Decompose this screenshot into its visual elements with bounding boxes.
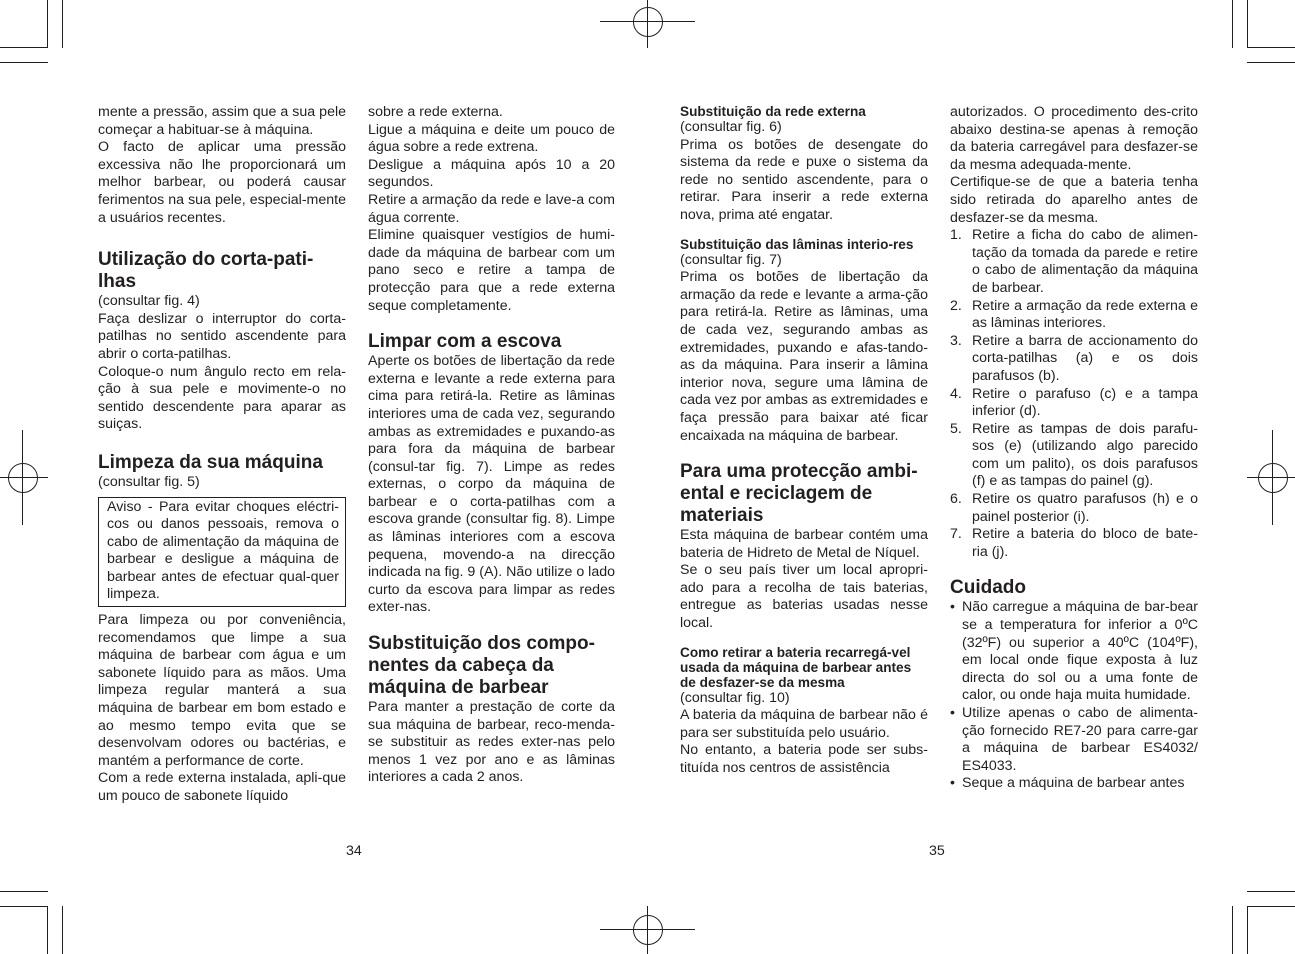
bullet-item bbox=[950, 775, 1198, 793]
list-item bbox=[950, 491, 1198, 526]
figure-reference: (consultar fig. 4) bbox=[98, 293, 200, 310]
section-heading-caution: Cuidado bbox=[950, 577, 1026, 599]
list-item bbox=[950, 227, 1198, 297]
bullet-item bbox=[950, 705, 1198, 775]
paragraph: Se o seu país tiver um local apropri-ado para a recolha de tais baterias, entregue as baterias usadas nesse local. bbox=[680, 562, 928, 632]
list-item-text: Retire o parafuso (c) e a tampa inferior (d). bbox=[972, 385, 1198, 420]
section-heading-environment: Para uma protecção ambi-ental e reciclagem de materiais bbox=[680, 461, 918, 527]
list-number: 7. bbox=[950, 526, 962, 543]
section-heading-replace-parts: Substituição dos compo-nentes da cabeça da máquina de barbear bbox=[368, 633, 595, 699]
paragraph: sobre a rede externa. bbox=[368, 104, 503, 120]
caution-list bbox=[950, 599, 1198, 793]
paragraph: Para limpeza ou por conveniência, recomendamos que limpe a sua máquina de barbear com água e um sabonete líquido para as mãos. Uma limpeza regular manterá a sua máquina de barbear em bom estado e ao mesmo tempo evita que se desenvolvam odores ou bactérias, e mantém a performance de corte. bbox=[98, 612, 346, 769]
left-page-column-2 bbox=[368, 104, 615, 787]
paragraph: Esta máquina de barbear contém uma bateria de Hidreto de Metal de Níquel. bbox=[680, 527, 928, 561]
paragraph: Prima os botões de libertação da armação da rede e levante a arma-ção para retirá-la. Retire as lâminas, uma de cada vez, segurando ambas as extremidades, puxando e afas-tando-as da máquina. Para inserir a lâmina interior nova, segure uma lâmina de cada vez por ambas as extremidades e faça pressão para baixar até ficar encaixada na máquina de barbear. bbox=[680, 269, 928, 444]
paragraph: Com a rede externa instalada, apli-que um pouco de sabonete líquido bbox=[98, 770, 346, 804]
paragraph: Elimine quaisquer vestígios de humi-dade da máquina de barbear com um pano seco e retire a tampa de protecção para que a rede externa seque completamente. bbox=[368, 227, 615, 314]
subheading-inner-blades: Substituição das lâminas interio-res bbox=[680, 236, 914, 252]
list-item-text: Retire a ficha do cabo de alimen-tação da tomada da parede e retire o cabo de alimentação da máquina de barbear. bbox=[972, 227, 1198, 296]
left-page-column-1 bbox=[98, 104, 346, 806]
paragraph: Certifique-se de que a bateria tenha sido retirada do aparelho antes de desfazer-se da mesma. bbox=[950, 174, 1198, 226]
list-item-text: Retire as tampas de dois parafu-sos (e) (utilizando algo parecido com um palito), os dois parafusos (f) e as tampas do painel (g). bbox=[972, 420, 1198, 490]
list-number: 6. bbox=[950, 491, 962, 508]
paragraph: Ligue a máquina e deite um pouco de água sobre a rede extrena. bbox=[368, 121, 615, 156]
figure-reference: (consultar fig. 6) bbox=[680, 119, 782, 135]
paragraph: Coloque-o num ângulo recto em rela-ção à sua pele e movimente-o no sentido descendente para aparar as suiças. bbox=[98, 363, 346, 433]
paragraph: Aperte os botões de libertação da rede externa e levante a rede externa para cima para retirá-la. Retire as lâminas interiores uma de cada vez, segurando ambas as extremidades e puxando-as para fora da máquina de barbear (consul-tar fig. 7). Limpe as redes externas, o corpo da máquina de barbear e o corta-patilhas com a escova grande (consultar fig. 8). Limpe as lâminas interiores com a escova pequena, movendo-a na direcção indicada na fig. 9 (A). Não utilize o lado curto da escova para limpar as redes exter-nas. bbox=[368, 353, 615, 616]
list-number: 3. bbox=[950, 332, 962, 349]
list-item-text: Retire a bateria do bloco de bate-ria (j). bbox=[972, 526, 1198, 560]
list-number: 5. bbox=[950, 420, 962, 437]
list-item bbox=[950, 333, 1198, 386]
bullet-icon: • bbox=[950, 775, 955, 792]
section-heading-trimmer: Utilização do corta-pati-lhas bbox=[98, 249, 314, 293]
section-heading-brush: Limpar com a escova bbox=[368, 331, 562, 353]
right-page-column-2 bbox=[950, 104, 1198, 793]
page-number-right: 35 bbox=[929, 843, 945, 859]
list-item-text: Retire a barra de accionamento do corta-patilhas (a) e os dois parafusos (b). bbox=[972, 332, 1198, 384]
warning-text: Aviso - Para evitar choques eléctri-cos ou danos pessoais, remova o cabo de alimentação da máquina de barbear e desligue a máquina de barbear antes de efectuar qual-quer limpeza. bbox=[107, 498, 339, 603]
paragraph: No entanto, a bateria pode ser subs-tituída nos centros de assistência bbox=[680, 742, 928, 777]
list-item bbox=[950, 298, 1198, 333]
paragraph: mente a pressão, assim que a sua pele começar a habituar-se à máquina. bbox=[98, 104, 346, 138]
list-item-text: Retire a armação da rede externa e as lâminas interiores. bbox=[972, 297, 1198, 332]
paragraph: Prima os botões de desengate do sistema da rede e puxe o sistema da rede no sentido ascendente, para o retirar. Para inserir a rede externa nova, prima até engatar. bbox=[680, 136, 928, 223]
bullet-icon: • bbox=[950, 705, 955, 721]
subheading-battery-removal: Como retirar a bateria recarregá-vel usada da máquina de barbear antes de desfazer-se da mesma bbox=[680, 644, 912, 690]
list-item bbox=[950, 386, 1198, 421]
list-item bbox=[950, 526, 1198, 561]
figure-reference: (consultar fig. 10) bbox=[680, 689, 790, 706]
figure-reference: (consultar fig. 7) bbox=[680, 251, 782, 268]
bullet-item bbox=[950, 599, 1198, 705]
list-item bbox=[950, 421, 1198, 491]
bullet-text: Seque a máquina de barbear antes bbox=[962, 775, 1185, 792]
paragraph: autorizados. O procedimento des-crito abaixo destina-se apenas à remoção da bateria carregável para desfazer-se da mesma adequada-mente. bbox=[950, 104, 1198, 173]
bullet-text: Utilize apenas o cabo de alimenta-ção fornecido RE7-20 para carre-gar a máquina de barbear ES4032/ ES4033. bbox=[962, 705, 1198, 774]
battery-removal-steps bbox=[950, 227, 1198, 561]
paragraph: Desligue a máquina após 10 a 20 segundos. bbox=[368, 156, 615, 191]
bullet-text: Não carregue a máquina de bar-bear se a temperatura for inferior a 0ºC (32ºF) ou superior a 40ºC (104ºF), em local onde fique exposta à luz directa do sol ou a uma fonte de calor, ou onde haja muita humidade. bbox=[962, 599, 1198, 704]
paragraph: Para manter a prestação de corte da sua máquina de barbear, reco-menda-se substituir as redes exter-nas pelo menos 1 vez por ano e as lâminas interiores a cada 2 anos. bbox=[368, 699, 615, 786]
list-number: 1. bbox=[950, 227, 962, 244]
paragraph: Retire a armação da rede e lave-a com água corrente. bbox=[368, 191, 615, 226]
section-heading-cleaning: Limpeza da sua máquina bbox=[98, 451, 323, 473]
list-number: 4. bbox=[950, 385, 962, 402]
paragraph: O facto de aplicar uma pressão excessiva não lhe proporcionará um melhor barbear, ou poderá causar ferimentos na sua pele, especial-mente a usuários recentes. bbox=[98, 139, 346, 226]
page-number-left: 34 bbox=[346, 843, 362, 859]
subheading-outer-foil: Substituição da rede externa bbox=[680, 104, 866, 119]
right-page-column-1 bbox=[680, 104, 928, 778]
list-item-text: Retire os quatro parafusos (h) e o painel posterior (i). bbox=[972, 491, 1198, 525]
list-number: 2. bbox=[950, 297, 962, 314]
bullet-icon: • bbox=[950, 599, 955, 616]
warning-box bbox=[98, 497, 346, 608]
paragraph: A bateria da máquina de barbear não é para ser substituída pelo usuário. bbox=[680, 707, 928, 741]
figure-reference: (consultar fig. 5) bbox=[98, 473, 200, 490]
paragraph: Faça deslizar o interruptor do corta-patilhas no sentido ascendente para abrir o corta-patilhas. bbox=[98, 310, 346, 362]
